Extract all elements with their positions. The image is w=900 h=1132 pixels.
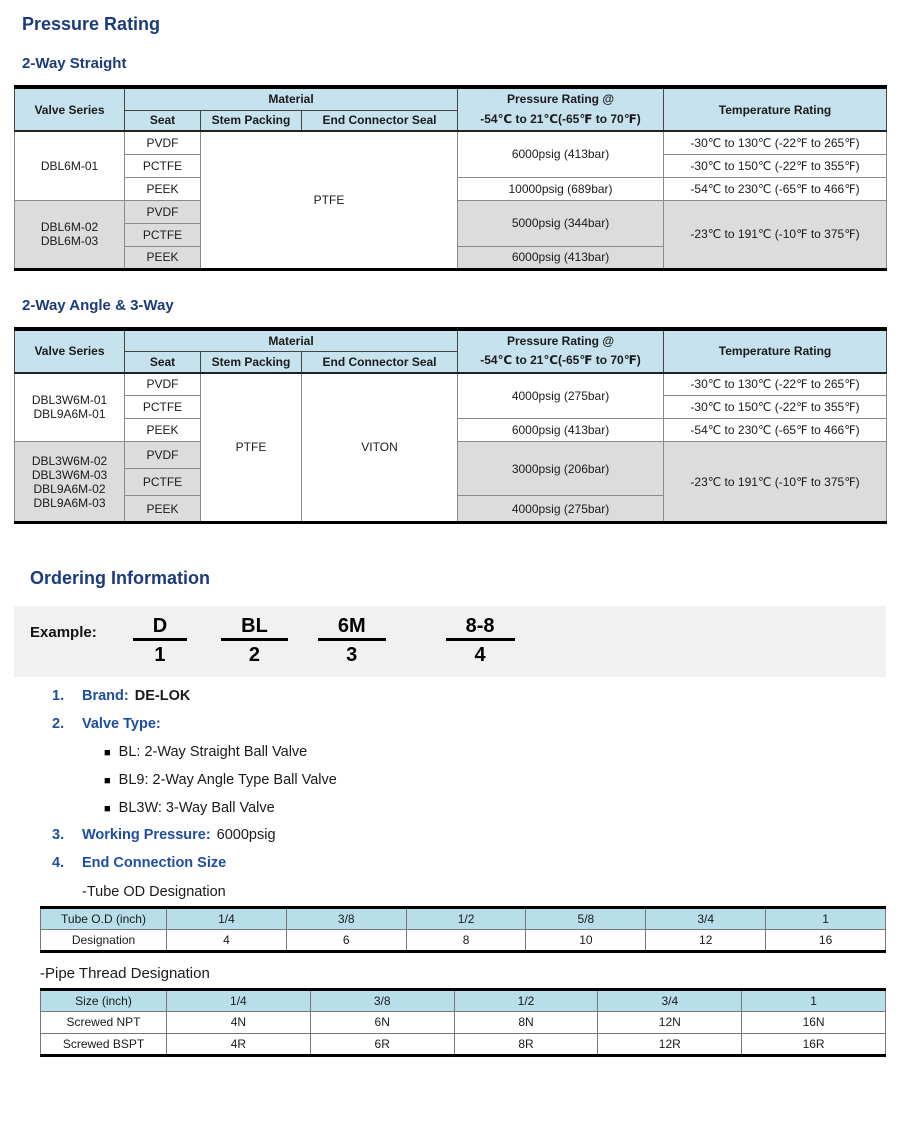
ordering-example-band <box>14 606 886 677</box>
ordering-item-brand <box>52 688 886 705</box>
pipe-size-header-cell: 1 <box>742 989 886 1011</box>
example-label: Example: <box>30 624 97 641</box>
valve-type-option <box>104 800 886 816</box>
temperature-cell: -30℃ to 130℃ (-22℉ to 265℉) <box>664 131 887 154</box>
seat-cell: PCTFE <box>125 396 201 419</box>
segment-number: 3 <box>346 644 358 666</box>
valve-series-header: Valve Series <box>15 87 125 131</box>
table-header <box>15 87 887 131</box>
section-title-2way-straight: 2-Way Straight <box>22 55 127 72</box>
table-row <box>41 1011 886 1033</box>
npt-cell: 6N <box>310 1011 454 1033</box>
temperature-cell: -54℃ to 230℃ (-65℉ to 466℉) <box>664 177 887 200</box>
pipe-size-header-cell: 1/4 <box>167 989 311 1011</box>
bspt-cell: 8R <box>454 1033 598 1055</box>
valve-series-line: DBL3W6M-03 <box>31 467 108 482</box>
table-row <box>41 929 886 951</box>
pipe-size-header-cell: Size (inch) <box>41 989 167 1011</box>
pipe-thread-table <box>40 988 886 1057</box>
seat-cell: PCTFE <box>125 469 201 496</box>
end-connector-seal-header: End Connector Seal <box>302 352 458 373</box>
segment-number: 4 <box>474 644 486 666</box>
example-segment-1 <box>133 615 187 667</box>
tube-od-header-cell: 1 <box>766 907 886 929</box>
valve-series-cell <box>15 442 125 523</box>
pressure-cell: 6000psig (413bar) <box>458 131 664 177</box>
ordering-title: Ordering Information <box>30 568 210 588</box>
tube-od-header-cell: 5/8 <box>526 907 646 929</box>
seat-cell: PEEK <box>125 177 201 200</box>
segment-code: 8-8 <box>446 615 515 641</box>
pressure-cell: 4000psig (275bar) <box>458 373 664 419</box>
temperature-rating-header: Temperature Rating <box>664 87 887 131</box>
npt-cell: Screwed NPT <box>41 1011 167 1033</box>
temperature-cell: -30℃ to 150℃ (-22℉ to 355℉) <box>664 396 887 419</box>
valve-type-option <box>104 744 886 760</box>
pressure-cell: 4000psig (275bar) <box>458 496 664 523</box>
seat-cell: PCTFE <box>125 223 201 246</box>
seat-cell: PEEK <box>125 419 201 442</box>
seat-cell: PVDF <box>125 442 201 469</box>
section-title-2way-angle-3way: 2-Way Angle & 3-Way <box>22 296 174 314</box>
pressure-cell: 10000psig (689bar) <box>458 177 664 200</box>
designation-cell: Designation <box>41 929 167 951</box>
pressure-cell: 6000psig (413bar) <box>458 419 664 442</box>
example-segment-2 <box>221 615 288 667</box>
pressure-header-line1: Pressure Rating @ <box>506 333 615 348</box>
valve-series-line: DBL3W6M-02 <box>31 453 108 468</box>
table-row <box>15 373 887 396</box>
item-value: 6000psig <box>216 827 276 844</box>
table-row <box>15 131 887 154</box>
pressure-table-2way-angle-3way <box>14 327 887 525</box>
designation-cell: 10 <box>526 929 646 951</box>
table-header <box>15 329 887 373</box>
bspt-cell: 4R <box>167 1033 311 1055</box>
pipe-size-header-cell: 1/2 <box>454 989 598 1011</box>
stem-packing-header: Stem Packing <box>201 110 302 131</box>
tube-od-header-cell: Tube O.D (inch) <box>41 907 167 929</box>
valve-series-line: DBL9A6M-01 <box>33 407 106 422</box>
item-value: DE-LOK <box>134 688 191 704</box>
valve-type-option-text: BL9: 2-Way Angle Type Ball Valve <box>118 772 337 789</box>
tube-od-header-cell: 1/4 <box>167 907 287 929</box>
valve-series-cell <box>15 200 125 269</box>
table-header-row <box>41 989 886 1011</box>
page-title: Pressure Rating <box>22 14 161 34</box>
pressure-rating-header <box>458 87 664 131</box>
item-number: 1. <box>52 688 65 704</box>
designation-cell: 16 <box>766 929 886 951</box>
temperature-cell: -30℃ to 150℃ (-22℉ to 355℉) <box>664 154 887 177</box>
bspt-cell: Screwed BSPT <box>41 1033 167 1055</box>
seat-cell: PEEK <box>125 496 201 523</box>
temperature-cell: -30℃ to 130℃ (-22℉ to 265℉) <box>664 373 887 396</box>
npt-cell: 16N <box>742 1011 886 1033</box>
item-label: Valve Type: <box>82 715 161 732</box>
designation-cell: 4 <box>167 929 287 951</box>
square-bullet-icon: ■ <box>104 803 111 816</box>
pressure-cell: 5000psig (344bar) <box>458 200 664 246</box>
end-connector-seal-cell: VITON <box>302 373 458 523</box>
valve-type-option-text: BL3W: 3-Way Ball Valve <box>118 800 275 817</box>
seat-cell: PVDF <box>125 373 201 396</box>
valve-type-option <box>104 772 886 788</box>
material-merged-cell: PTFE <box>201 131 458 269</box>
pressure-header-line1: Pressure Rating @ <box>506 92 615 107</box>
ordering-item-end-connection <box>52 855 886 872</box>
npt-cell: 12N <box>598 1011 742 1033</box>
pressure-header-line2: -54℃ to 21℃(-65℉ to 70℉) <box>480 111 641 126</box>
pipe-thread-caption: -Pipe Thread Designation <box>40 964 210 982</box>
tube-od-caption: -Tube OD Designation <box>82 883 226 900</box>
material-header: Material <box>125 87 458 110</box>
pressure-table-2way-straight <box>14 85 887 271</box>
pressure-cell: 6000psig (413bar) <box>458 246 664 269</box>
seat-cell: PEEK <box>125 246 201 269</box>
pipe-size-header-cell: 3/4 <box>598 989 742 1011</box>
segment-code: 6M <box>318 615 386 641</box>
tube-od-header-cell: 3/4 <box>646 907 766 929</box>
bspt-cell: 12R <box>598 1033 742 1055</box>
valve-type-option-text: BL: 2-Way Straight Ball Valve <box>118 744 308 761</box>
end-connector-seal-header: End Connector Seal <box>302 110 458 131</box>
tube-od-header-cell: 3/8 <box>286 907 406 929</box>
temperature-cell: -23℃ to 191℃ (-10℉ to 375℉) <box>664 442 887 523</box>
item-number: 4. <box>52 855 65 872</box>
temperature-cell: -23℃ to 191℃ (-10℉ to 375℉) <box>664 200 887 269</box>
tube-od-header-cell: 1/2 <box>406 907 526 929</box>
pressure-header-line2: -54℃ to 21℃(-65℉ to 70℉) <box>480 353 641 367</box>
valve-series-cell <box>15 373 125 442</box>
designation-cell: 12 <box>646 929 766 951</box>
item-number: 2. <box>52 715 65 732</box>
material-header: Material <box>125 329 458 352</box>
valve-series-cell: DBL6M-01 <box>15 131 125 200</box>
item-number: 3. <box>52 827 65 844</box>
seat-header: Seat <box>125 352 201 373</box>
segment-number: 1 <box>154 644 166 666</box>
valve-series-header: Valve Series <box>15 329 125 373</box>
bspt-cell: 6R <box>310 1033 454 1055</box>
valve-series-line: DBL6M-03 <box>40 234 99 248</box>
table-row <box>41 1033 886 1055</box>
designation-cell: 6 <box>286 929 406 951</box>
valve-series-line: DBL3W6M-01 <box>31 393 108 408</box>
seat-cell: PVDF <box>125 131 201 154</box>
ordering-item-working-pressure <box>52 827 886 844</box>
square-bullet-icon: ■ <box>104 775 111 788</box>
segment-code: BL <box>221 615 288 641</box>
seat-cell: PCTFE <box>125 154 201 177</box>
tube-od-table <box>40 906 886 953</box>
square-bullet-icon: ■ <box>104 747 111 760</box>
segment-code: D <box>133 615 187 641</box>
segment-number: 2 <box>248 644 261 666</box>
example-segment-4 <box>446 615 515 667</box>
bspt-cell: 16R <box>742 1033 886 1055</box>
npt-cell: 8N <box>454 1011 598 1033</box>
valve-series-line: DBL9A6M-03 <box>33 495 106 510</box>
temperature-cell: -54℃ to 230℃ (-65℉ to 466℉) <box>664 419 887 442</box>
stem-packing-cell: PTFE <box>201 373 302 523</box>
ordering-item-valve-type <box>52 716 886 733</box>
table-header-row <box>41 907 886 929</box>
valve-series-line: DBL9A6M-02 <box>33 481 106 496</box>
designation-cell: 8 <box>406 929 526 951</box>
item-label: Brand: <box>82 688 129 704</box>
seat-header: Seat <box>125 110 201 131</box>
seat-cell: PVDF <box>125 200 201 223</box>
valve-series-line: DBL6M-02 <box>40 220 99 234</box>
temperature-rating-header: Temperature Rating <box>664 329 887 373</box>
npt-cell: 4N <box>167 1011 311 1033</box>
stem-packing-header: Stem Packing <box>201 352 302 373</box>
pressure-rating-header <box>458 329 664 373</box>
example-segment-3 <box>318 615 386 667</box>
pressure-cell: 3000psig (206bar) <box>458 442 664 496</box>
pipe-size-header-cell: 3/8 <box>310 989 454 1011</box>
item-label: Working Pressure: <box>82 827 211 844</box>
item-label: End Connection Size <box>82 855 227 872</box>
